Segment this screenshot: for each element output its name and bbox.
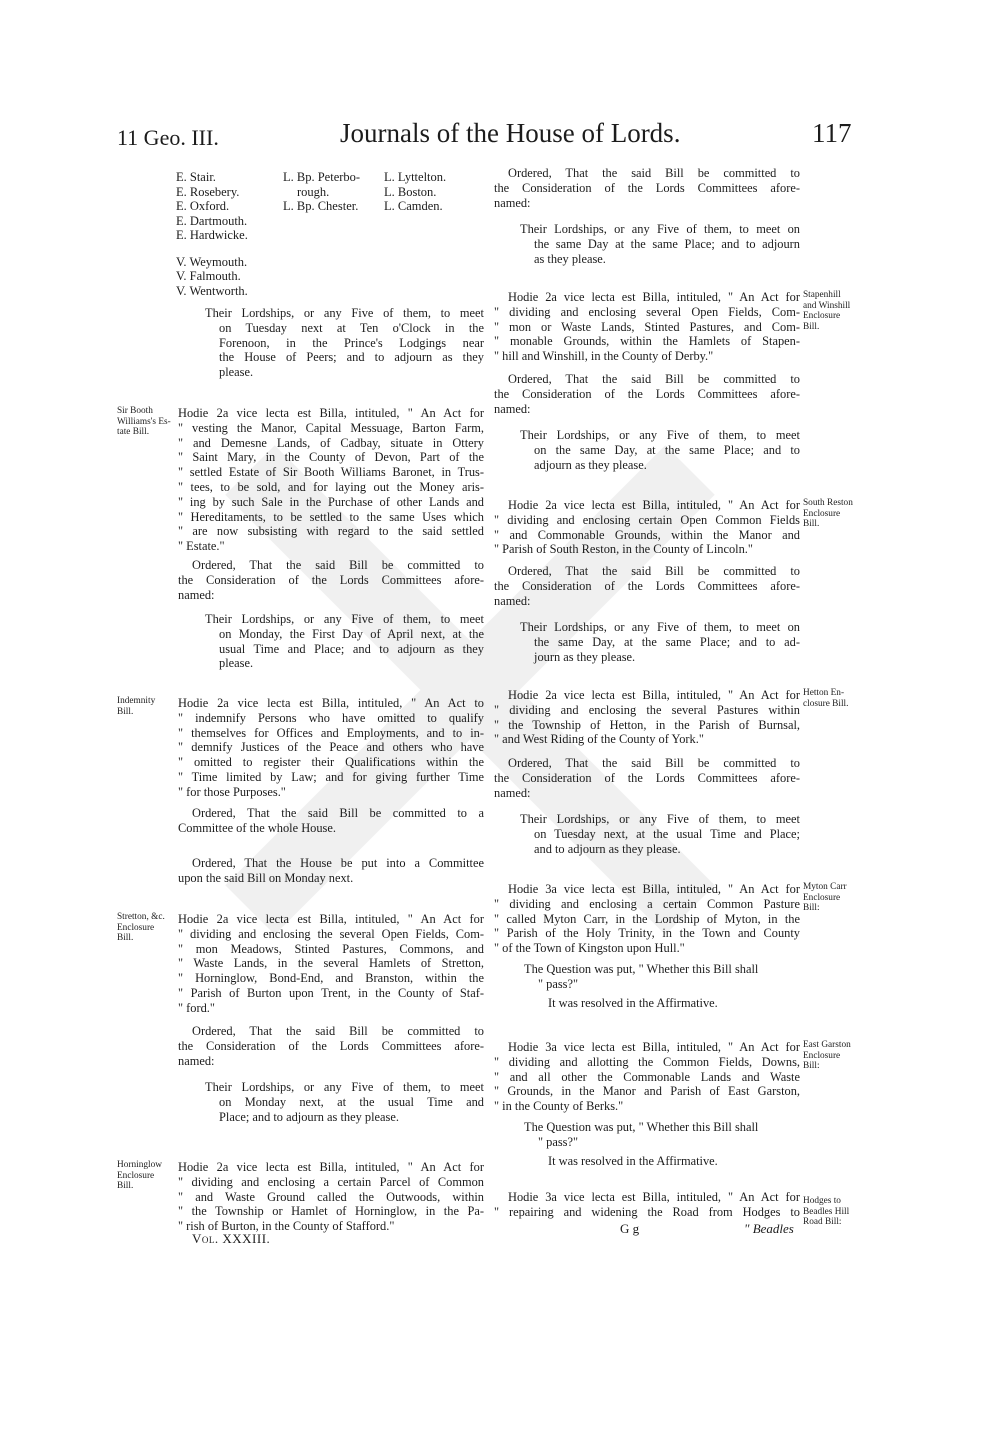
text-line: and to adjourn as they please. bbox=[534, 841, 681, 856]
text-line: Ordered, That the said Bill be committed to bbox=[192, 558, 484, 572]
text-line: South Reston bbox=[803, 498, 853, 508]
text-line: Bill. bbox=[803, 321, 820, 332]
text-line: the Consideration of the Lords Committees afore- bbox=[494, 180, 800, 195]
text-line: the Consideration of the Lords Committees afore- bbox=[178, 1038, 484, 1053]
text-line: Hodie 2a vice lecta est Billa, intituled, " An Act for bbox=[178, 406, 484, 420]
text-line: Their Lordships, or any Five of them, to meet bbox=[205, 1080, 484, 1094]
text-line: Ordered, That the said Bill be committed to bbox=[508, 564, 800, 578]
text-line: " mon Meadows, Stinted Pastures, Commons, and bbox=[178, 941, 484, 956]
margin-note-booth bbox=[117, 406, 171, 438]
text-line: Hodie 2a vice lecta est Billa, intituled, " An Act for bbox=[508, 290, 800, 304]
margin-note-horninglow bbox=[117, 1160, 162, 1192]
resolved-line: It was resolved in the Affirmative. bbox=[548, 1154, 718, 1168]
margin-note-stapenhill bbox=[803, 290, 850, 332]
text-line: on Tuesday next at Ten o'Clock in the bbox=[219, 320, 484, 335]
text-line: closure Bill. bbox=[803, 698, 849, 709]
text-line: " themselves for Offices and Employments, and to in- bbox=[178, 725, 484, 740]
text-line: Horninglow bbox=[117, 1160, 162, 1170]
text-line: " vesting the Manor, Capital Messuage, Barton Farm, bbox=[178, 420, 484, 435]
peer-name: L. Lyttelton. bbox=[384, 170, 447, 184]
text-line: Bill. bbox=[803, 519, 820, 529]
volume-number: Vol. XXXIII. bbox=[192, 1231, 271, 1246]
text-line: Forenoon, in the Prince's Lodgings near bbox=[219, 335, 484, 350]
text-line: Enclosure bbox=[117, 922, 155, 933]
peer-name: E. Stair. bbox=[176, 170, 216, 184]
text-line: Enclosure bbox=[803, 311, 841, 321]
text-line: " indemnify Persons who have omitted to qualify bbox=[178, 710, 484, 725]
meet-paragraph bbox=[520, 812, 800, 856]
peer-name: V. Weymouth. bbox=[176, 254, 248, 269]
text-line: " demnify Justices of the Peace and others who have bbox=[178, 740, 484, 755]
text-line: " and Demesne Lands, of Cadbay, situate in Ottery bbox=[178, 435, 484, 450]
peer-name: E. Dartmouth. bbox=[176, 213, 248, 228]
text-line: named: bbox=[494, 401, 531, 416]
text-line: named: bbox=[178, 587, 215, 602]
text-line: Bill. bbox=[117, 933, 134, 943]
text-line: " Saint Mary, in the County of Devon, Part of the bbox=[178, 450, 484, 465]
text-line: Ordered, That the said Bill be committed to bbox=[508, 372, 800, 386]
peers-column-barons bbox=[384, 170, 446, 214]
bill-reading-hodges bbox=[494, 1190, 800, 1220]
text-line: " pass?" bbox=[538, 1134, 579, 1149]
text-line: " Hereditaments, to be settled to the same Uses which bbox=[178, 509, 484, 524]
text-line: named: bbox=[494, 785, 531, 800]
text-line: the same Day, at the same Place; and to ad- bbox=[534, 634, 800, 649]
text-line: on the same Day, at the same Place; and to bbox=[534, 442, 800, 457]
text-line: Hodie 3a vice lecta est Billa, intituled, " An Act for bbox=[508, 882, 800, 896]
text-line: " and Commonable Grounds, within the Manor and bbox=[494, 527, 800, 542]
text-line: Enclosure bbox=[117, 1170, 155, 1181]
text-line: Hodie 2a vice lecta est Billa, intituled, " An Act for bbox=[178, 1160, 484, 1174]
text-line: named: bbox=[494, 195, 531, 210]
text-line: The Question was put, " Whether this Bill shall bbox=[524, 1120, 759, 1134]
text-line: " monable Grounds, within the Hamlets of Stapen- bbox=[494, 334, 800, 349]
text-line: and Winshill bbox=[803, 300, 851, 311]
text-line: Hodie 3a vice lecta est Billa, intituled, " An Act for bbox=[508, 1190, 800, 1204]
text-line: on Tuesday next, at the usual Time and Place; bbox=[534, 826, 800, 841]
text-line: " dividing and enclosing a certain Parcel of Common bbox=[178, 1174, 484, 1189]
meet-paragraph bbox=[205, 612, 484, 671]
text-line: Hodie 2a vice lecta est Billa, intituled, " An Act for bbox=[508, 498, 800, 512]
text-line: Stretton, &c. bbox=[117, 912, 165, 922]
meet-paragraph bbox=[520, 222, 800, 266]
text-line: " and Waste Ground called the Outwoods, within bbox=[178, 1189, 484, 1204]
ordered-paragraph bbox=[494, 166, 800, 210]
text-line: " the Township of Hetton, in the Parish of Burnsal, bbox=[494, 717, 800, 732]
signature-mark: G g bbox=[620, 1221, 640, 1236]
text-line: Myton Carr bbox=[803, 882, 847, 892]
text-line: Ordered, That the said Bill be committed to a bbox=[192, 806, 484, 820]
peer-name: V. Wentworth. bbox=[176, 283, 248, 298]
text-line: " Parish of the Holy Trinity, in the Town and County bbox=[494, 926, 800, 941]
text-line: Stapenhill bbox=[803, 290, 841, 300]
page-title: Journals of the House of Lords. bbox=[340, 118, 681, 148]
text-line: " omitted to register their Qualifications within the bbox=[178, 755, 484, 770]
peer-name: rough. bbox=[297, 184, 330, 199]
text-line: the same Day at the same Place; and to adjourn bbox=[534, 236, 800, 251]
text-line: " dividing and enclosing certain Open Common Fields bbox=[494, 512, 800, 527]
peer-name: E. Hardwicke. bbox=[176, 228, 248, 242]
text-line: " dividing and enclosing a certain Common Pasture bbox=[494, 896, 800, 911]
text-line: Bill. bbox=[117, 1181, 134, 1191]
text-line: Committee of the whole House. bbox=[178, 820, 336, 835]
bill-reading-horninglow bbox=[178, 1160, 484, 1234]
text-line: East Garston bbox=[803, 1040, 851, 1050]
text-line: tate Bill. bbox=[117, 427, 150, 437]
text-line: " dividing and enclosing the several Open Fields, Com- bbox=[178, 926, 484, 941]
text-line: Hodie 3a vice lecta est Billa, intituled, " An Act for bbox=[508, 1040, 800, 1054]
page-number: 117 bbox=[812, 118, 852, 148]
text-line: " dividing and enclosing several Open Fields, Com- bbox=[494, 304, 800, 319]
text-line: " ford." bbox=[178, 1000, 215, 1015]
text-line: " rish of Burton, in the County of Stafford." bbox=[178, 1219, 395, 1234]
text-line: " pass?" bbox=[538, 976, 579, 991]
margin-note-hetton bbox=[803, 688, 848, 709]
bill-reading-south-reston bbox=[494, 498, 800, 557]
text-line: " for those Purposes." bbox=[178, 784, 286, 799]
bill-reading-stapenhill bbox=[494, 290, 800, 364]
question-paragraph bbox=[524, 1120, 800, 1150]
meet-paragraph bbox=[205, 306, 484, 380]
text-line: Enclosure bbox=[803, 892, 841, 903]
text-line: Enclosure bbox=[803, 1050, 841, 1061]
text-line: Their Lordships, or any Five of them, to meet bbox=[205, 306, 484, 320]
margin-note-stretton bbox=[117, 912, 165, 944]
text-line: " repairing and widening the Road from Hodges to bbox=[494, 1204, 800, 1219]
peers-column-bishops bbox=[283, 170, 360, 214]
text-line: Bill. bbox=[117, 706, 134, 717]
peer-name: E. Oxford. bbox=[176, 199, 230, 213]
text-line: as they please. bbox=[534, 251, 606, 266]
meet-paragraph bbox=[520, 620, 800, 664]
margin-note-indemnity bbox=[117, 696, 155, 717]
text-line: Bill: bbox=[803, 903, 820, 913]
text-line: Williams's Es- bbox=[117, 416, 171, 427]
text-line: Bill: bbox=[803, 1061, 820, 1071]
bill-reading-hetton bbox=[494, 688, 800, 747]
text-line: the Consideration of the Lords Committees afore- bbox=[494, 770, 800, 785]
text-line: " tees, to be sold, and for laying out the Money aris- bbox=[178, 479, 484, 494]
text-line: Their Lordships, or any Five of them, to meet on bbox=[520, 222, 800, 236]
text-line: journ as they please. bbox=[534, 649, 636, 664]
ordered-paragraph bbox=[494, 372, 800, 416]
peer-name: V. Falmouth. bbox=[176, 269, 241, 283]
question-paragraph bbox=[524, 962, 800, 992]
catchword: " Beadles bbox=[744, 1221, 794, 1236]
text-line: Ordered, That the said Bill be committed to bbox=[508, 756, 800, 770]
text-line: " and West Riding of the County of York." bbox=[494, 732, 704, 747]
text-line: Ordered, That the said Bill be committed to bbox=[192, 1024, 484, 1038]
text-line: Hodie 2a vice lecta est Billa, intituled, " An Act for bbox=[508, 688, 800, 702]
text-line: " in the County of Berks." bbox=[494, 1099, 624, 1114]
peer-name: L. Boston. bbox=[384, 184, 437, 199]
text-line: Enclosure bbox=[803, 508, 841, 519]
peer-name: L. Camden. bbox=[384, 199, 443, 213]
margin-note-south-reston bbox=[803, 498, 853, 530]
text-line: " Waste Lands, in the several Hamlets of Stretton, bbox=[178, 956, 484, 971]
margin-note-hodges bbox=[803, 1196, 849, 1228]
text-line: please. bbox=[219, 365, 254, 380]
text-line: " Horninglow, Bond-End, and Branston, within the bbox=[178, 971, 484, 986]
text-line: the Consideration of the Lords Committees afore- bbox=[494, 578, 800, 593]
text-line: Hodie 2a vice lecta est Billa, intituled, " An Act for bbox=[178, 912, 484, 926]
bill-reading-myton bbox=[494, 882, 800, 956]
ordered-paragraph bbox=[178, 806, 484, 836]
peer-spacer bbox=[176, 243, 248, 255]
text-line: Their Lordships, or any Five of them, to meet on bbox=[520, 620, 800, 634]
resolved-line: It was resolved in the Affirmative. bbox=[548, 996, 718, 1010]
peer-name: L. Bp. Chester. bbox=[283, 199, 359, 213]
text-line: " Grounds, in the Manor and Parish of East Garston, bbox=[494, 1084, 800, 1099]
text-line: Indemnity bbox=[117, 696, 156, 706]
text-line: " Time limited by Law; and for giving further Time bbox=[178, 769, 484, 784]
text-line: usual Time and Place; and to adjourn as they bbox=[219, 641, 484, 656]
meet-paragraph bbox=[520, 428, 800, 472]
bill-reading-booth bbox=[178, 406, 484, 554]
text-line: " dividing and enclosing the several Pastures within bbox=[494, 702, 800, 717]
text-line: " are now subsisting with regard to the said settled bbox=[178, 524, 484, 539]
margin-note-east-garston bbox=[803, 1040, 851, 1072]
text-line: " Parish of Burton upon Trent, in the County of Staf- bbox=[178, 985, 484, 1000]
ordered-paragraph bbox=[494, 756, 800, 800]
text-line: " hill and Winshill, in the County of Derby." bbox=[494, 349, 714, 364]
text-line: Their Lordships, or any Five of them, to meet bbox=[205, 612, 484, 626]
text-line: Beadles Hill bbox=[803, 1206, 850, 1217]
text-line: " Parish of South Reston, in the County of Lincoln." bbox=[494, 542, 753, 557]
text-line: " Estate." bbox=[178, 539, 225, 554]
text-line: Road Bill: bbox=[803, 1217, 842, 1227]
text-line: " called Myton Carr, in the Lordship of Myton, in the bbox=[494, 911, 800, 926]
bill-reading-indemnity bbox=[178, 696, 484, 800]
peer-name: L. Bp. Peterbo- bbox=[283, 170, 361, 184]
text-line: The Question was put, " Whether this Bill shall bbox=[524, 962, 759, 976]
text-line: Ordered, That the said Bill be committed to bbox=[508, 166, 800, 180]
text-line: the House of Peers; and to adjourn as they bbox=[219, 350, 484, 365]
text-line: please. bbox=[219, 656, 254, 671]
text-line: " dividing and allotting the Common Fields, Downs, bbox=[494, 1054, 800, 1069]
bill-reading-stretton bbox=[178, 912, 484, 1016]
text-line: the Consideration of the Lords Committees afore- bbox=[494, 386, 800, 401]
text-line: " the Township or Hamlet of Horninglow, in the Pa- bbox=[178, 1204, 484, 1219]
ordered-paragraph bbox=[178, 856, 484, 886]
text-line: Their Lordships, or any Five of them, to meet bbox=[520, 428, 800, 442]
text-line: on Monday next, at the usual Time and bbox=[219, 1094, 484, 1109]
ordered-paragraph bbox=[178, 558, 484, 602]
text-line: named: bbox=[494, 593, 531, 608]
ordered-paragraph bbox=[494, 564, 800, 608]
text-line: Sir Booth bbox=[117, 406, 153, 416]
text-line: " of the Town of Kingston upon Hull." bbox=[494, 941, 685, 956]
peer-name: E. Rosebery. bbox=[176, 184, 240, 199]
text-line: Ordered, That the House be put into a Committee bbox=[192, 856, 484, 870]
text-line: named: bbox=[178, 1053, 215, 1068]
header-regnal-year: 11 Geo. III. bbox=[117, 125, 219, 150]
text-line: " and all other the Commonable Lands and Waste bbox=[494, 1069, 800, 1084]
text-line: " mon or Waste Lands, Stinted Pastures, and Com- bbox=[494, 319, 800, 334]
text-line: Hodges to bbox=[803, 1196, 841, 1206]
text-line: on Monday, the First Day of April next, at the bbox=[219, 626, 484, 641]
margin-note-myton bbox=[803, 882, 847, 914]
meet-paragraph bbox=[205, 1080, 484, 1124]
ordered-paragraph bbox=[178, 1024, 484, 1068]
bill-reading-east-garston bbox=[494, 1040, 800, 1114]
text-line: Hetton En- bbox=[803, 688, 845, 698]
text-line: " settled Estate of Sir Booth Williams Baronet, in Trus- bbox=[178, 465, 484, 480]
text-line: upon the said Bill on Monday next. bbox=[178, 870, 354, 885]
text-line: the Consideration of the Lords Committees afore- bbox=[178, 572, 484, 587]
peers-column-earls bbox=[176, 170, 248, 298]
text-line: adjourn as they please. bbox=[534, 457, 647, 472]
text-line: Their Lordships, or any Five of them, to meet bbox=[520, 812, 800, 826]
text-line: Hodie 2a vice lecta est Billa, intituled, " An Act to bbox=[178, 696, 484, 710]
text-line: Place; and to adjourn as they please. bbox=[219, 1109, 399, 1124]
text-line: " ing by such Sale in the Purchase of other Lands and bbox=[178, 494, 484, 509]
